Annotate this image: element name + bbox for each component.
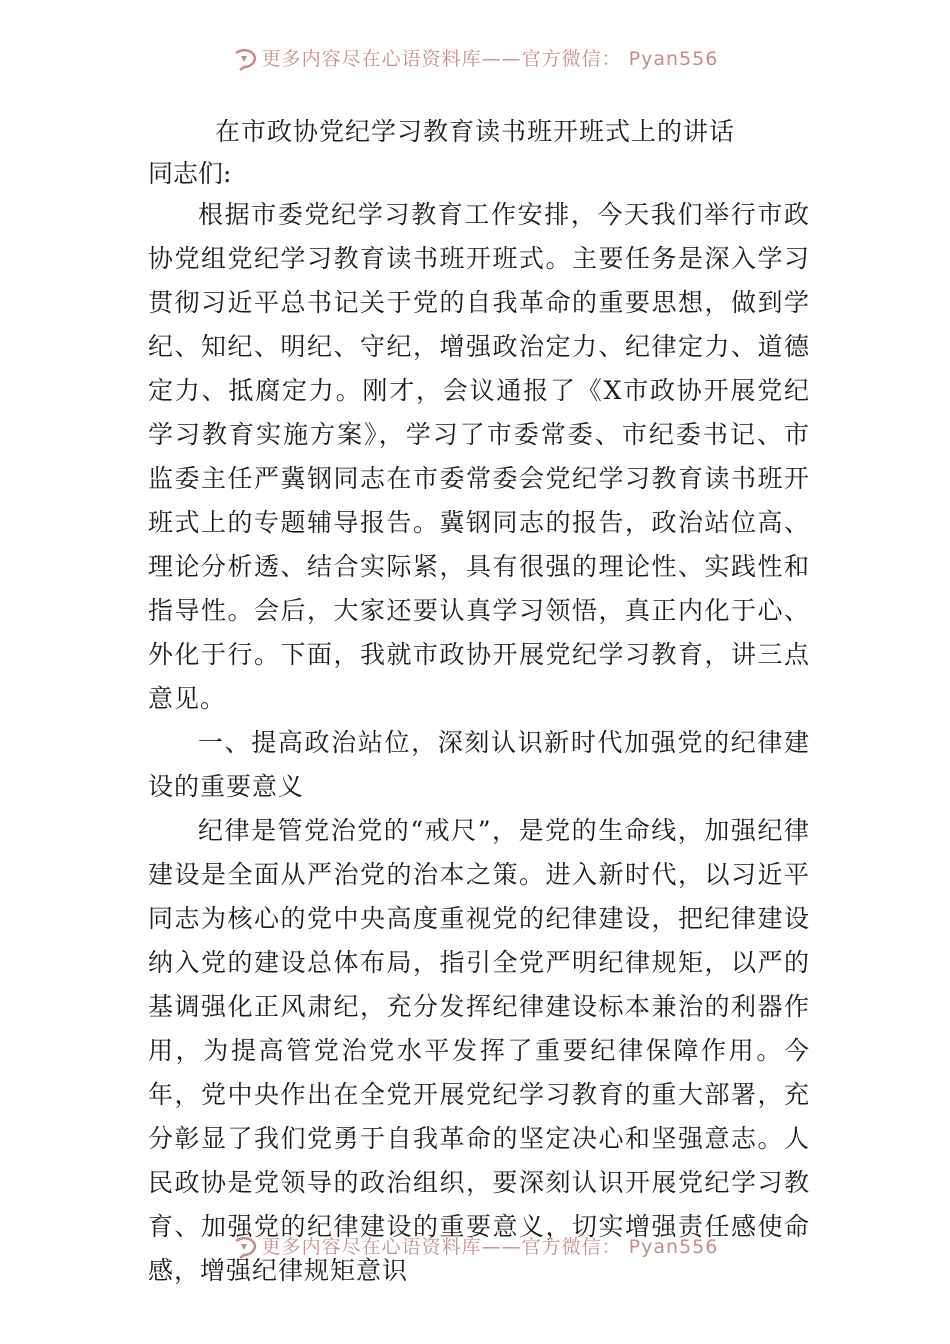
watermark-logo-icon <box>232 1237 258 1259</box>
footer-watermark <box>0 1232 950 1262</box>
document-title: 在市政协党纪学习教育读书班开班式上的讲话 <box>214 117 735 146</box>
watermark-text: 更多内容尽在心语资料库——官方微信： Pyan556 <box>261 1236 719 1258</box>
paragraph-section-1: 纪律是管党治党的“戒尺”，是党的生命线，加强纪律建设是全面从严治党的治本之策。进入新时代，以习近平同志为核心的党中央高度重视党的纪律建设，把纪律建设纳入党的建设总体布局，指引全党严明纪律规矩，以严的基调强化正风肃纪，充分发挥纪律建设标本兼治的利器作用，为提高管党治党水平发挥了重要纪律保障作用。今年，党中央作出在全党开展党纪学习教育的重大部署，充分彰显了我们党勇于自我革命的坚定决心和坚强意志。人民政协是党领导的政治组织，要深刻认识开展党纪学习教育、加强党的纪律建设的重要意义，切实增强责任感使命感，增强纪律规矩意识 <box>148 816 810 1285</box>
section-heading-1: 一、提高政治站位，深刻认识新时代加强党的纪律建设的重要意义 <box>148 728 810 801</box>
watermark-text: 更多内容尽在心语资料库——官方微信： Pyan556 <box>261 48 719 70</box>
salutation: 同志们: <box>148 159 232 188</box>
paragraph-intro: 根据市委党纪学习教育工作安排，今天我们举行市政协党组党纪学习教育读书班开班式。主要任务是深入学习贯彻习近平总书记关于党的自我革命的重要思想，做到学纪、知纪、明纪、守纪，增强政治定力、纪律定力、道德定力、抵腐定力。刚才，会议通报了《X市政协开展党纪学习教育实施方案》，学习了市委常委、市纪委书记、市监委主任严冀钢同志在市委常委会党纪学习教育读书班开班式上的专题辅导报告。冀钢同志的报告，政治站位高、理论分析透、结合实际紧，具有很强的理论性、实践性和指导性。会后，大家还要认真学习领悟，真正内化于心、外化于行。下面，我就市政协开展党纪学习教育，讲三点意见。 <box>148 200 810 713</box>
document-body <box>148 193 810 1293</box>
header-watermark <box>0 44 950 74</box>
watermark-logo-icon <box>232 49 258 71</box>
